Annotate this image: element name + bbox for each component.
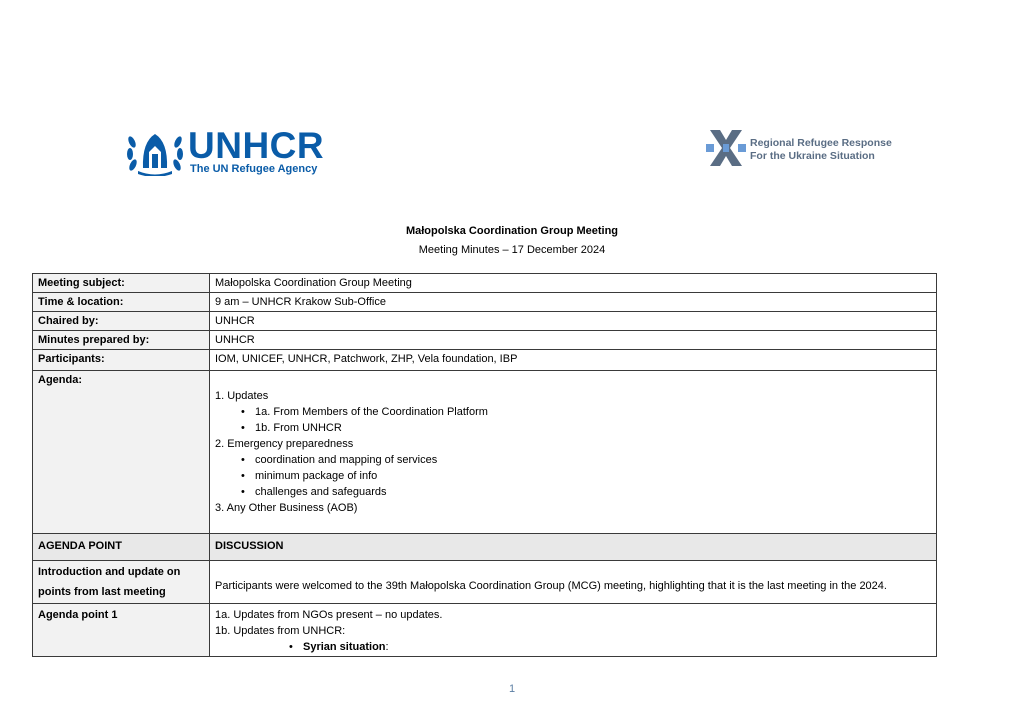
unhcr-wordmark: UNHCR [188, 125, 325, 166]
row-label: Agenda point 1 [33, 604, 210, 657]
discussion-header: DISCUSSION [210, 534, 937, 561]
agenda-subitem: • challenges and safeguards [215, 484, 931, 500]
agenda-item: 3. Any Other Business (AOB) [215, 502, 358, 514]
agenda-item: 2. Emergency preparedness [215, 438, 354, 450]
table-row [33, 331, 937, 350]
row-label: Minutes prepared by: [33, 331, 210, 350]
agenda-subitem: • 1b. From UNHCR [215, 420, 931, 436]
row-value: UNHCR [210, 312, 937, 331]
document-title: Małopolska Coordination Group Meeting [405, 225, 619, 237]
row-value: Małopolska Coordination Group Meeting [210, 274, 937, 293]
row-value: IOM, UNICEF, UNHCR, Patchwork, ZHP, Vela foundation, IBP [210, 350, 937, 371]
table-row [33, 293, 937, 312]
row-label: Chaired by: [33, 312, 210, 331]
table-row [33, 371, 937, 534]
intro-discussion [210, 561, 937, 604]
intro-text: Participants were welcomed to the 39th Małopolska Coordination Group (MCG) meeting, highlighting that it is the last meeting in the 2024. [215, 580, 887, 592]
point1-line-2: 1b. Updates from UNHCR: [215, 625, 346, 637]
regional-response-mark-icon [706, 128, 746, 168]
page-number: 1 [508, 683, 516, 695]
bullet-icon: • [289, 641, 293, 653]
bullet-colon: : [385, 641, 389, 653]
section-header-row [33, 534, 937, 561]
table-row [33, 350, 937, 371]
point1-line-1: 1a. Updates from NGOs present – no updates. [215, 609, 443, 621]
row-label: Meeting subject: [33, 274, 210, 293]
unhcr-emblem-icon [126, 128, 184, 176]
row-label: Time & location: [33, 293, 210, 312]
regional-refugee-response-logo [706, 128, 896, 172]
unhcr-logo [126, 126, 336, 180]
row-label: Participants: [33, 350, 210, 371]
table-row [33, 312, 937, 331]
agenda-list [210, 371, 937, 534]
agenda-item: 1. Updates [215, 390, 269, 402]
row-label: Introduction and update on points from last meeting [33, 561, 210, 604]
agenda-subitem: • coordination and mapping of services [215, 452, 931, 468]
row-value: UNHCR [210, 331, 937, 350]
point1-bullet [215, 639, 931, 655]
point1-discussion [210, 604, 937, 657]
row-value: 9 am – UNHCR Krakow Sub-Office [210, 293, 937, 312]
agenda-point-header: AGENDA POINT [33, 534, 210, 561]
rrr-line-2: For the Ukraine Situation [750, 150, 875, 162]
syrian-situation-label: Syrian situation [303, 641, 386, 653]
agenda-subitem: • 1a. From Members of the Coordination Platform [215, 404, 931, 420]
table-row [33, 604, 937, 657]
row-label: Agenda: [33, 371, 210, 534]
document-subtitle: Meeting Minutes – 17 December 2024 [418, 244, 606, 256]
unhcr-tagline: The UN Refugee Agency [190, 163, 318, 175]
rrr-line-1: Regional Refugee Response [750, 137, 892, 149]
agenda-subitem: • minimum package of info [215, 468, 931, 484]
minutes-table [32, 273, 937, 657]
table-row [33, 561, 937, 604]
table-row [33, 274, 937, 293]
